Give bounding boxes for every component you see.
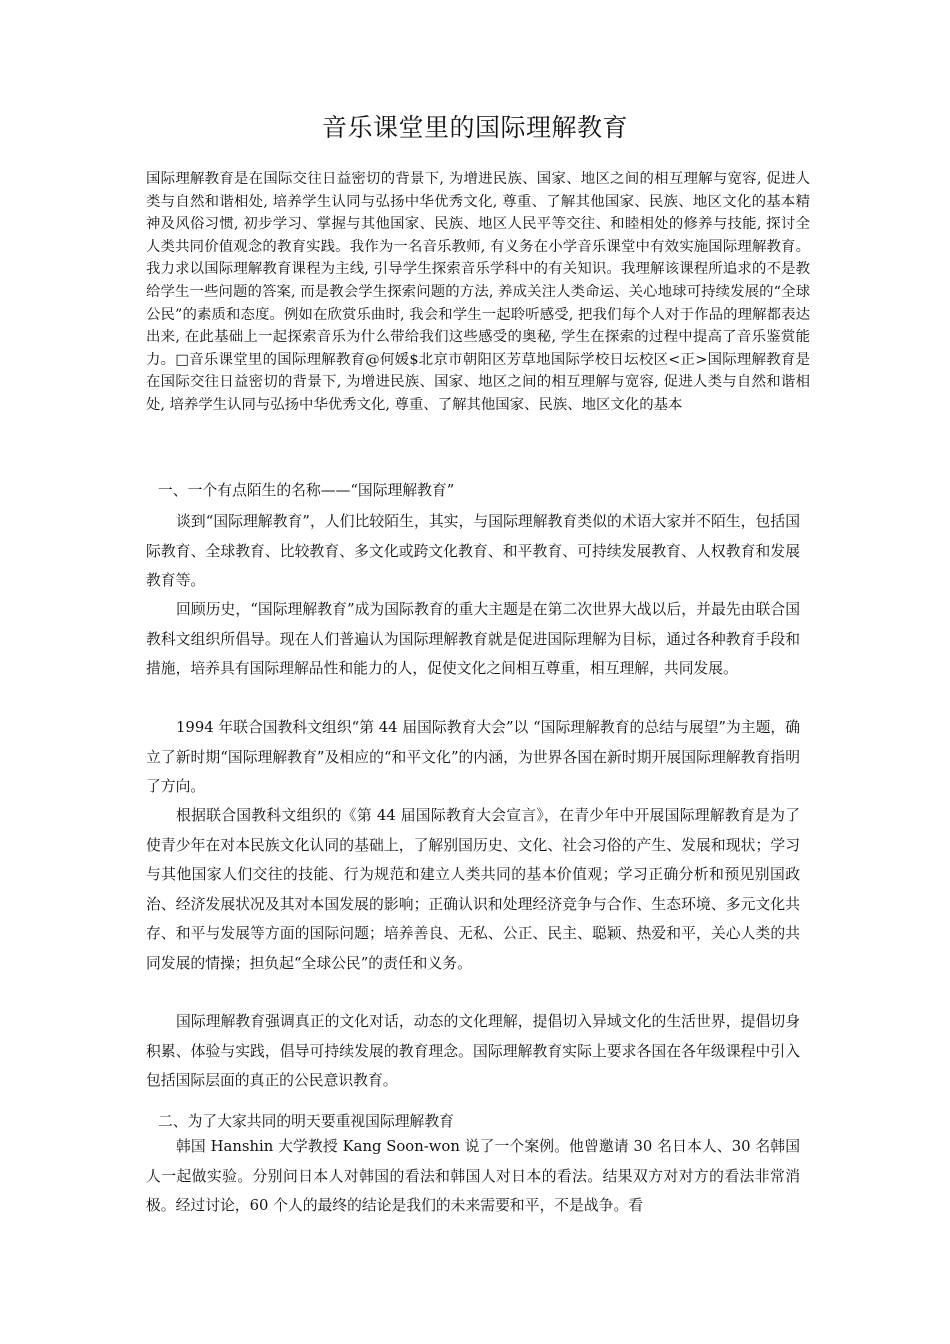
section-1-paragraph-2: 回顾历史，“国际理解教育”成为国际教育的重大主题是在第二次世界大战以后，并最先由联合国教科文组织所倡导。现在人们普遍认为国际理解教育就是促进国际理解为目标，通过各种教育手段和措施，培养具有国际理解品性和能力的人，促使文化之间相互尊重，相互理解，共同发展。 [146, 601, 800, 677]
section-1-heading: 一、一个有点陌生的名称——“国际理解教育” [158, 482, 455, 499]
abstract-paragraph: 国际理解教育是在国际交往日益密切的背景下, 为增进民族、国家、地区之间的相互理解与宽容, 促进人类与自然和谐相处, 培养学生认同与弘扬中华优秀文化, 尊重、了解其他国家、民族、地区文化的基本精神及风俗习惯, 初步学习、掌握与其他国家、民族、地区人民平等交往、和睦相处的修养与技能, 探讨全人类共同价值观念的教育实践。我作为一名音乐教师, 有义务在小学音乐课堂中有效实施国际理解教育。我力求以国际理解教育课程为主线, 引导学生探索音乐学科中的有关知识。我理解该课程所追求的不是教给学生一些问题的答案, 而是教会学生探索问题的方法, 养成关注人类命运、关心地球可持续发展的“全球公民”的素质和态度。例如在欣赏乐曲时, 我会和学生一起聆听感受, 把我们每个人对于作品的理解都表达出来, 在此基础上一起探索音乐为什么带给我们这些感受的奥秘, 学生在探索的过程中提高了音乐鉴赏能力。□音乐课堂里的国际理解教育@何媛$北京市朝阳区芳草地国际学校日坛校区<正>国际理解教育是在国际交往日益密切的背景下, 为增进民族、国家、地区之间的相互理解与宽容, 促进人类与自然和谐相处, 培养学生认同与弘扬中华优秀文化, 尊重、了解其他国家、民族、地区文化的基本 [146, 171, 810, 413]
section-2-paragraph-1: 韩国 Hanshin 大学教授 Kang Soon-won 说了一个案例。他曾邀请 30 名日本人、30 名韩国人一起做实验。分别问日本人对韩国的看法和韩国人对日本的看法。结果双方对对方的看法非常消极。经过讨论，60 个人的最终的结论是我们的未来需要和平，不是战争。看 [146, 1138, 800, 1214]
section-2-heading: 二、为了大家共同的明天要重视国际理解教育 [158, 1113, 454, 1130]
section-1-paragraph-1: 谈到“国际理解教育”，人们比较陌生，其实，与国际理解教育类似的术语大家并不陌生，包括国际教育、全球教育、比较教育、多文化或跨文化教育、和平教育、可持续发展教育、人权教育和发展教育等。 [146, 513, 800, 589]
document-title: 音乐课堂里的国际理解教育 [321, 113, 628, 142]
section-1-paragraph-5: 国际理解教育强调真正的文化对话，动态的文化理解，提倡切入异域文化的生活世界，提倡切身积累、体验与实践，倡导可持续发展的教育理念。国际理解教育实际上要求各国在各年级课程中引入包括国际层面的真正的公民意识教育。 [146, 1013, 800, 1089]
section-1-paragraph-3: 1994 年联合国教科文组织“第 44 届国际教育大会”以 “国际理解教育的总结与展望”为主题，确立了新时期“国际理解教育”及相应的“和平文化”的内涵，为世界各国在新时期开展国际理解教育指明了方向。 [146, 719, 800, 795]
section-1-paragraph-4: 根据联合国教科文组织的《第 44 届国际教育大会宣言》，在青少年中开展国际理解教育是为了使青少年在对本民族文化认同的基础上，了解别国历史、文化、社会习俗的产生、发展和现状；学习与其他国家人们交往的技能、行为规范和建立人类共同的基本价值观；学习正确分析和预见别国政治、经济发展状况及其对本国发展的影响；正确认识和处理经济竞争与合作、生态环境、多元文化共存、和平与发展等方面的国际问题；培养善良、无私、公正、民主、聪颖、热爱和平，关心人类的共同发展的情操；担负起“全球公民”的责任和义务。 [146, 807, 800, 972]
